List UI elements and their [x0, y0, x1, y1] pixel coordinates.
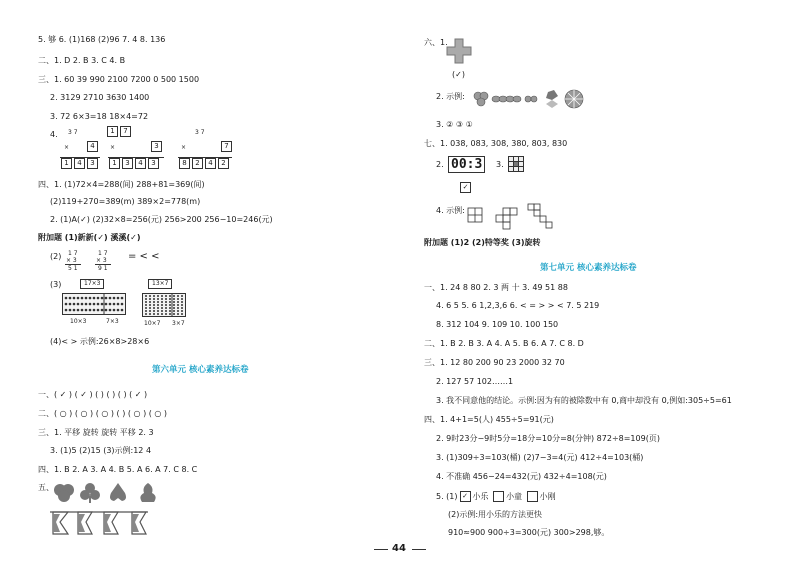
- answer-line: (2): [50, 252, 62, 261]
- array-label: 13×7: [148, 279, 172, 289]
- answer-line: 一、1. 24 8 80 2. 3 两 十 3. 49 51 88: [424, 283, 568, 292]
- answer-line: 3. 我不同意他的结论。示例:因为有的被除数中有 0,商中却没有 0,例如:305÷5=61: [436, 396, 732, 405]
- check-box: [527, 491, 538, 502]
- answer-line: = < <: [128, 251, 160, 262]
- calc-line: 1 7: [68, 250, 78, 257]
- cube-net-figures: [466, 202, 566, 232]
- answer-line: 一、( ✓ ) ( ✓ ) ( ) ( ) ( ) ( ✓ ): [38, 390, 148, 399]
- answer-line: 2.: [436, 160, 444, 169]
- answer-line: 8. 312 104 9. 109 10. 100 150: [436, 320, 559, 329]
- answer-line: 附加题 (1)2 (2)特等奖 (3)旋转: [424, 238, 541, 247]
- answer-line: 2. 3129 2710 3630 1400: [50, 93, 150, 102]
- answer-line: 五、: [38, 483, 54, 492]
- answer-boxes: 1 4 3: [60, 158, 99, 169]
- calc-sign: ×: [110, 144, 116, 151]
- calc-line: 9 1: [98, 265, 108, 272]
- answer-line: 4.: [50, 130, 58, 139]
- array-caption: 10×3: [70, 318, 87, 325]
- page-number: 44: [392, 543, 406, 554]
- dot-array-17x3: [62, 293, 126, 315]
- calc-line: × 3: [96, 257, 107, 264]
- answer-line: 二、( ○ ) ( ○ ) ( ○ ) ( ) ( ○ ) ( ○ ): [38, 409, 168, 418]
- answer-line: 2. (1)A(✓) (2)32×8=256(元) 256>200 256−10=246(元): [50, 215, 273, 224]
- answer-line: 4. 不准确 456−24=432(元) 432÷4=108(元): [436, 472, 607, 481]
- answer-line: 5. (1) ✓ 小乐 小童 小刚: [436, 492, 556, 501]
- calc-top: 3 7: [195, 129, 205, 136]
- array-caption: 10×7: [144, 320, 161, 327]
- answer-box: 7: [220, 141, 233, 152]
- grid-figure: [508, 156, 524, 172]
- answer-line: (3): [50, 280, 62, 289]
- answer-line: 二、1. B 2. B 3. A 4. A 5. B 6. A 7. C 8. D: [424, 339, 584, 348]
- answer-line: (✓): [452, 70, 465, 79]
- section-heading: 第六单元 核心素养达标卷: [152, 365, 249, 375]
- answer-line: 三、1. 平移 旋转 旋转 平移 2. 3: [38, 428, 154, 437]
- calc-line: 5 1: [68, 265, 78, 272]
- answer-box: 4: [86, 141, 99, 152]
- answer-line: 910≈900 900÷3=300(元) 300>298,够。: [448, 528, 610, 537]
- answer-line: 三、1. 60 39 990 2100 7200 0 500 1500: [38, 75, 200, 84]
- calc-sign: ×: [64, 144, 70, 151]
- answer-line: 三、1. 12 80 200 90 23 2000 32 70: [424, 358, 565, 367]
- symmetry-figures: [48, 480, 178, 542]
- answer-line: 5. 够 6. (1)168 (2)96 7. 4 8. 136: [38, 35, 166, 44]
- answer-line: 3. (1)5 (2)15 (3)示例:12 4: [50, 446, 152, 455]
- answer-boxes: 1 3 4 3: [108, 158, 160, 169]
- answer-line: 六、1.: [424, 38, 448, 47]
- answer-line: 3. (1)309÷3=103(桶) (2)7−3=4(元) 412÷4=103(桶): [436, 453, 644, 462]
- answer-line: 4. 6 5 5. 6 1,2,3,6 6. < = > > < 7. 5 219: [436, 301, 600, 310]
- answer-line: 四、1. 4+1=5(人) 455÷5=91(元): [424, 415, 554, 424]
- calc-sign: ×: [181, 144, 187, 151]
- page-rule: [412, 549, 426, 550]
- check-box: ✓: [460, 491, 471, 502]
- cross-figure: [446, 38, 472, 64]
- digital-clock: 00:3: [448, 156, 485, 173]
- answer-line: 四、1. B 2. A 3. A 4. B 5. A 6. A 7. C 8. C: [38, 465, 198, 474]
- array-label: 17×3: [80, 279, 104, 289]
- pattern-figures: [472, 88, 592, 110]
- calc-line: × 3: [66, 257, 77, 264]
- answer-line: 2. 示例:: [436, 92, 465, 101]
- answer-boxes: 1 7: [106, 126, 132, 137]
- array-caption: 3×7: [172, 320, 185, 327]
- answer-line: (4)< > 示例:26×8>28×6: [50, 337, 150, 346]
- page-rule: [374, 549, 388, 550]
- answer-line: (2)示例:用小乐的方法更快: [448, 510, 543, 519]
- answer-line: 附加题 (1)新新(✓) 溪溪(✓): [38, 233, 141, 242]
- answer-line: 4. 示例:: [436, 206, 465, 215]
- answer-line: 2. 9时23分−9时5分=18分=10分=8(分钟) 872÷8=109(页): [436, 434, 660, 443]
- answer-line: 3. 72 6×3=18 18×4=72: [50, 112, 149, 121]
- answer-line: 七、1. 038, 083, 308, 380, 803, 830: [424, 139, 568, 148]
- dot-array-13x7: [142, 293, 186, 317]
- answer-box: 3: [150, 141, 163, 152]
- answer-line: 3.: [496, 160, 504, 169]
- answer-line: 二、1. D 2. B 3. C 4. B: [38, 56, 126, 65]
- calc-line: 1 7: [98, 250, 108, 257]
- answer-line: 四、1. (1)72×4=288(间) 288+81=369(间): [38, 180, 205, 189]
- answer-boxes: 8 2 4 2: [178, 158, 230, 169]
- answer-line: 2. 127 57 102……1: [436, 377, 514, 386]
- array-caption: 7×3: [106, 318, 119, 325]
- answer-line: (2)119+270=389(m) 389×2=778(m): [50, 197, 201, 206]
- answer-line: 3. ② ③ ①: [436, 120, 473, 129]
- check-box: ✓: [458, 182, 473, 193]
- section-heading: 第七单元 核心素养达标卷: [540, 263, 637, 273]
- calc-top: 3 7: [68, 129, 78, 136]
- check-box: [493, 491, 504, 502]
